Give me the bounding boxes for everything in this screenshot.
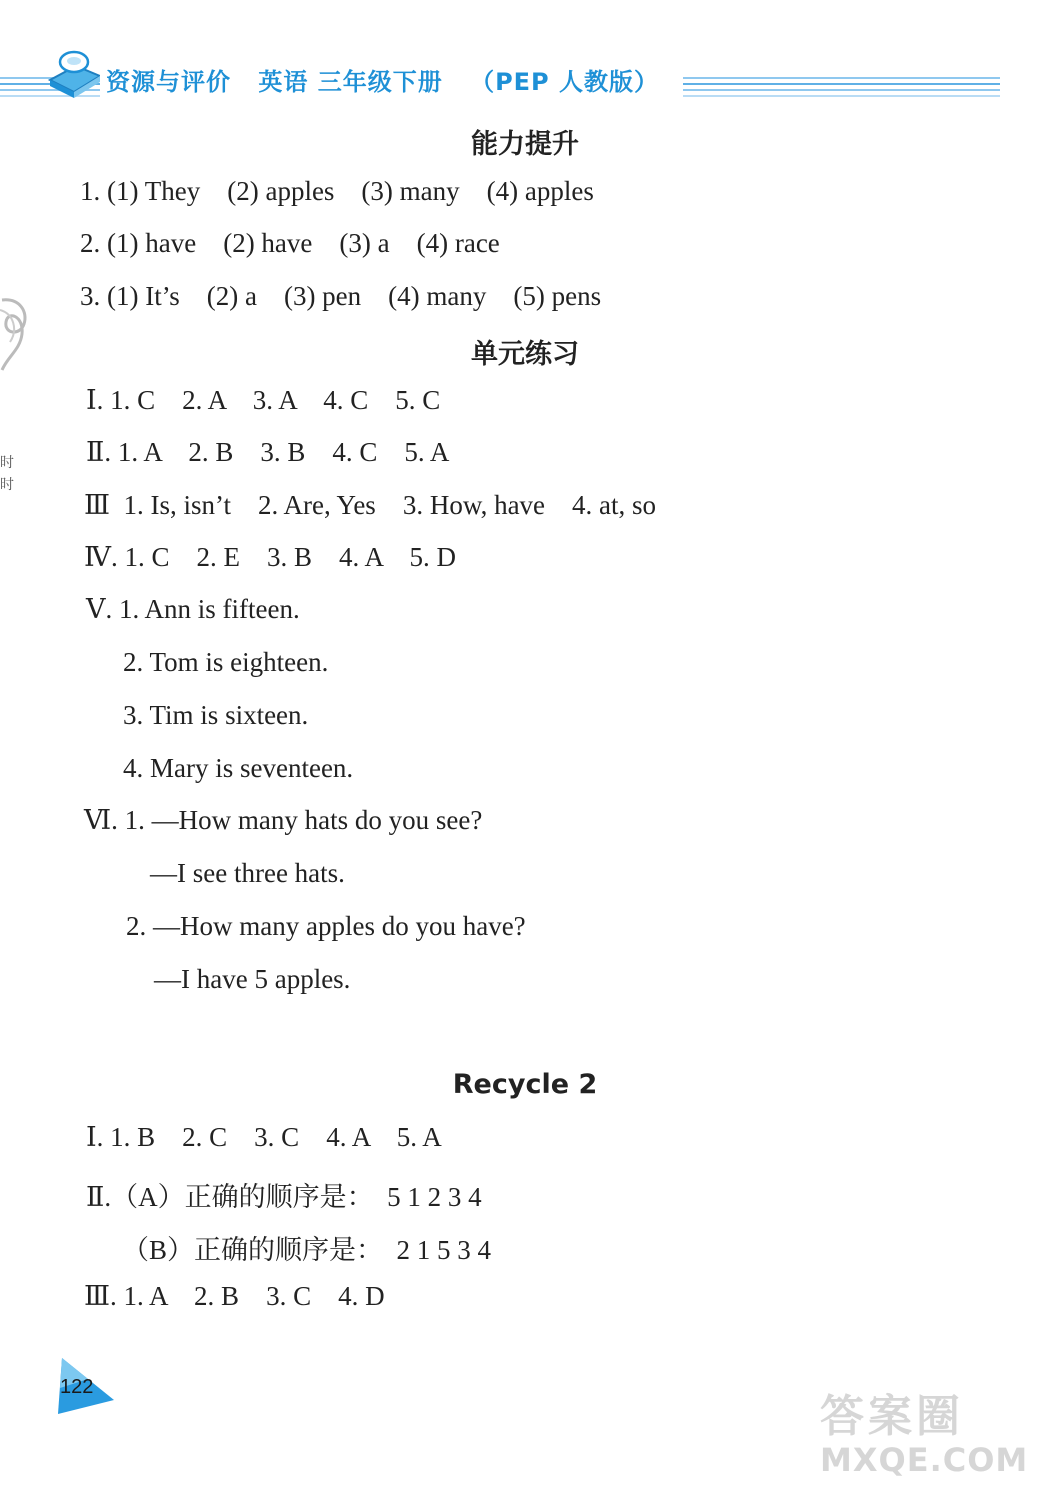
header-edition: （PEP 人教版） bbox=[470, 68, 660, 96]
header-subject: 英语 三年级下册 bbox=[258, 68, 443, 96]
answer-line: 2. —How many apples do you have? bbox=[126, 911, 526, 941]
answer-line: Ⅴ. 1. Ann is fifteen. bbox=[86, 594, 300, 624]
answer-line: 3. (1) It’s (2) a (3) pen (4) many (5) pens bbox=[80, 281, 602, 311]
answer-line: Ⅲ 1. Is, isn’t 2. Are, Yes 3. How, have 4. at, so bbox=[84, 490, 657, 520]
book-logo-icon bbox=[44, 46, 104, 102]
header-title bbox=[100, 62, 683, 97]
answer-line: Ⅲ. 1. A 2. B 3. C 4. D bbox=[84, 1281, 385, 1311]
answer-line: （B）正确的顺序是： 2 1 5 3 4 bbox=[122, 1235, 492, 1265]
watermark-url: MXQE.COM bbox=[820, 1441, 1029, 1479]
section-title-ability: 能力提升 bbox=[471, 129, 579, 160]
answer-line: 2. Tom is eighteen. bbox=[123, 647, 329, 677]
watermark-logo: 答案圈 bbox=[820, 1391, 964, 1442]
answer-line: Ⅰ. 1. B 2. C 3. C 4. A 5. A bbox=[86, 1122, 442, 1152]
page-header bbox=[0, 0, 1000, 110]
watermark bbox=[820, 1391, 1029, 1482]
edge-mark-1: 时 bbox=[0, 455, 14, 471]
answer-line: 3. Tim is sixteen. bbox=[123, 700, 309, 730]
answer-line: Ⅱ.（A）正确的顺序是： 5 1 2 3 4 bbox=[86, 1182, 482, 1212]
binding-edge-text bbox=[0, 452, 14, 496]
page-number-badge bbox=[52, 1354, 118, 1418]
edge-mark-2: 时 bbox=[0, 477, 14, 493]
page-number: 122 bbox=[60, 1376, 94, 1398]
answer-line: Ⅳ. 1. C 2. E 3. B 4. A 5. D bbox=[84, 542, 457, 572]
answer-line: Ⅱ. 1. A 2. B 3. B 4. C 5. A bbox=[86, 437, 450, 467]
section-title-recycle: Recycle 2 bbox=[452, 1069, 598, 1100]
answer-line: Ⅵ. 1. —How many hats do you see? bbox=[84, 805, 483, 835]
answer-line: 2. (1) have (2) have (3) a (4) race bbox=[80, 228, 500, 258]
answer-line: —I have 5 apples. bbox=[154, 964, 351, 994]
section-title-unit-practice: 单元练习 bbox=[471, 339, 579, 370]
header-series: 资源与评价 bbox=[106, 68, 231, 96]
answer-line: 1. (1) They (2) apples (3) many (4) apples bbox=[80, 176, 594, 206]
answer-line: Ⅰ. 1. C 2. A 3. A 4. C 5. C bbox=[86, 385, 441, 415]
answer-line: —I see three hats. bbox=[150, 858, 345, 888]
answer-line: 4. Mary is seventeen. bbox=[123, 753, 354, 783]
